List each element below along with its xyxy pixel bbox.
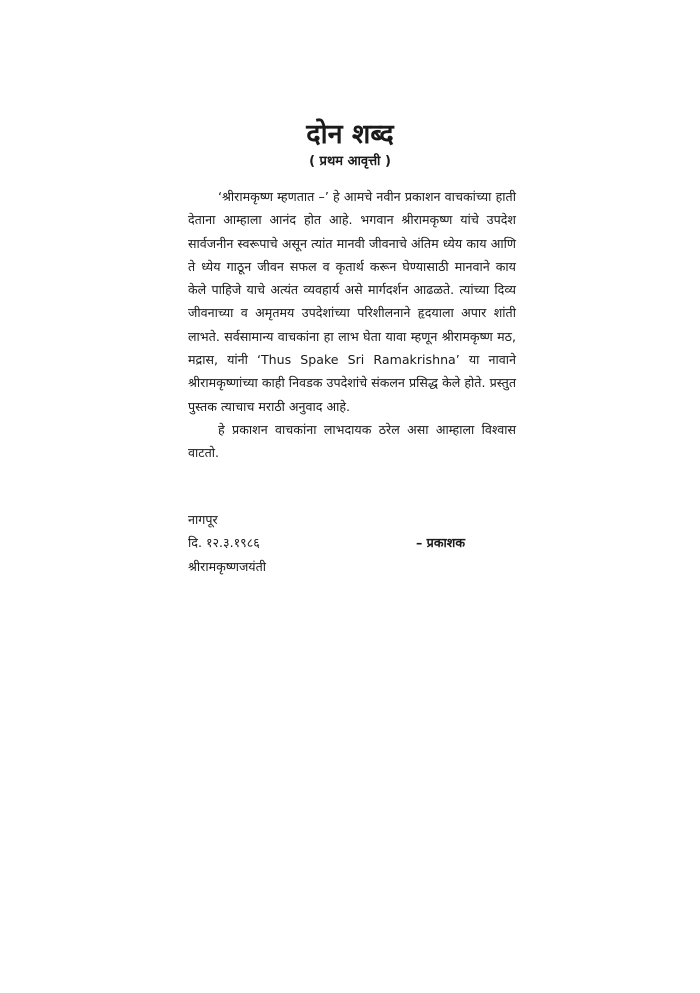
date-line <box>188 531 518 554</box>
paragraph-intro: ‘श्रीरामकृष्ण म्हणतात –’ हे आमचे नवीन प्रकाशन वाचकांच्या हाती देताना आम्हाला आनंद होत आहे. भगवान श्रीरामकृष्ण यांचे उपदेश सार्वजनीन स्वरूपाचे असून त्यांत मानवी जीवनाचे अंतिम ध्येय काय आणि ते ध्येय गाठून जीवन सफल व कृतार्थ करून घेण्यासाठी मानवाने काय केले पाहिजे याचे अत्यंत व्यवहार्य असे मार्गदर्शन आढळते. त्यांच्या दिव्य जीवनाच्या व अमृतमय उपदेशांच्या परिशीलनाने हृदयाला अपार शांती लाभते. सर्वसामान्य वाचकांना हा लाभ घेता यावा म्हणून श्रीरामकृष्ण मठ, मद्रास, यांनी ‘Thus Spake Sri Ramakrishna’ या नावाने श्रीरामकृष्णांच्या काही निवडक उपदेशांचे संकलन प्रसिद्ध केले होते. प्रस्तुत पुस्तक त्याचाच मराठी अनुवाद आहे. <box>188 189 516 414</box>
occasion-line <box>188 555 518 578</box>
page-subtitle: ( प्रथम आवृत्ती ) <box>309 154 391 169</box>
body-text <box>188 185 516 465</box>
place-text: नागपूर <box>188 512 218 527</box>
publisher-text: – प्रकाशक <box>416 535 466 551</box>
place-line <box>188 508 518 531</box>
paragraph-closing: हे प्रकाशन वाचकांना लाभदायक ठरेल असा आम्हाला विश्वास वाटतो. <box>188 421 516 461</box>
occasion-text: श्रीरामकृष्णजयंती <box>188 558 267 574</box>
page-title: दोन शब्द <box>306 119 394 150</box>
date-text: दि. १२.३.१९८६ <box>188 535 260 551</box>
signature-block <box>188 508 518 578</box>
